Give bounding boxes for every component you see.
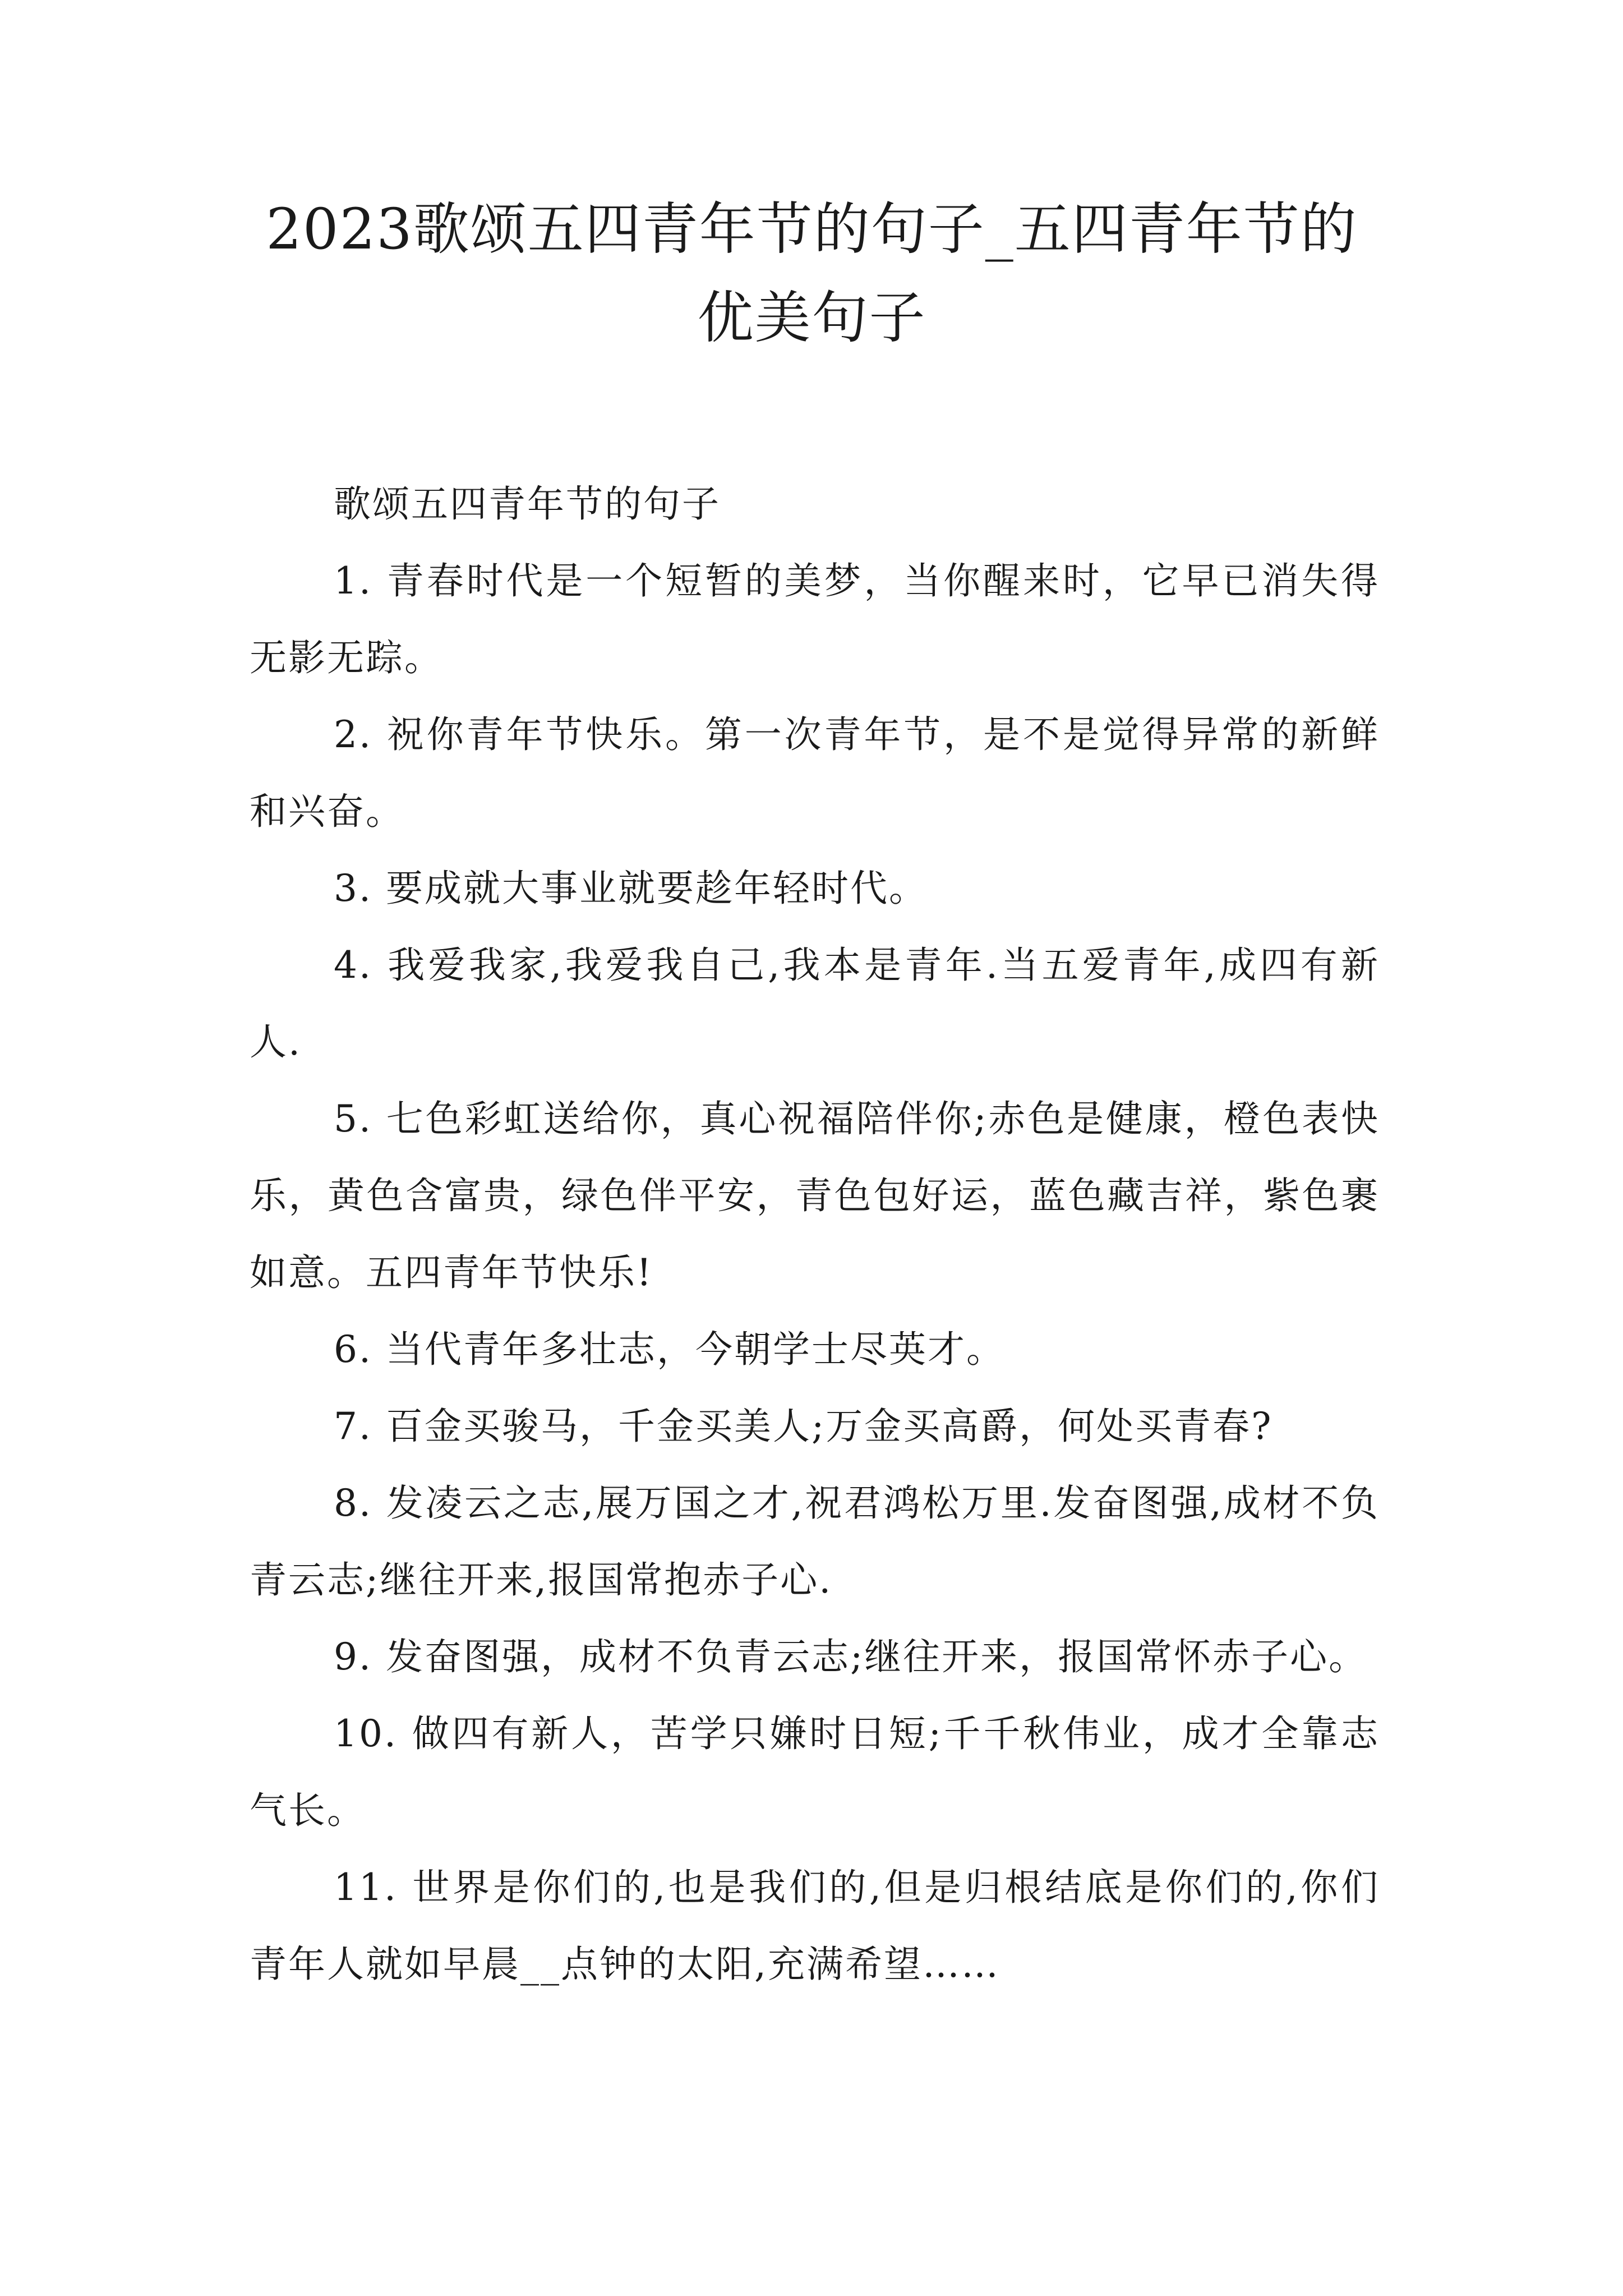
document-body [250,466,1380,2003]
paragraph-4: 4. 我爱我家,我爱我自己,我本是青年.当五爱青年,成四有新人. [250,944,1380,1064]
paragraph-7: 7. 百金买骏马，千金买美人;万金买高爵，何处买青春? [334,1405,1273,1448]
paragraph-11: 11. 世界是你们的,也是我们的,但是归根结底是你们的,你们青年人就如早晨__点钟的太阳,充满希望…… [250,1866,1380,1986]
paragraph-3: 3. 要成就大事业就要趁年轻时代。 [334,867,928,910]
section-heading: 歌颂五四青年节的句子 [334,482,721,526]
document-title: 2023歌颂五四青年节的句子_五四青年节的优美句子 [266,196,1358,351]
paragraph-2: 2. 祝你青年节快乐。第一次青年节，是不是觉得异常的新鲜和兴奋。 [250,713,1380,833]
paragraph-5: 5. 七色彩虹送给你，真心祝福陪伴你;赤色是健康，橙色表快乐，黄色含富贵，绿色伴平安，青色包好运，蓝色藏吉祥，紫色裹如意。五四青年节快乐! [250,1097,1380,1294]
paragraph-8: 8. 发凌云之志,展万国之才,祝君鸿松万里.发奋图强,成材不负青云志;继往开来,报国常抱赤子心. [250,1481,1380,1602]
paragraph-1: 1. 青春时代是一个短暂的美梦，当你醒来时，它早已消失得无影无踪。 [250,559,1380,679]
paragraph-9: 9. 发奋图强，成材不负青云志;继往开来，报国常怀赤子心。 [334,1635,1368,1678]
paragraph-10: 10. 做四有新人，苦学只嫌时日短;千千秋伟业，成才全靠志气长。 [250,1712,1380,1832]
paragraph-6: 6. 当代青年多壮志，今朝学士尽英才。 [334,1328,1005,1371]
